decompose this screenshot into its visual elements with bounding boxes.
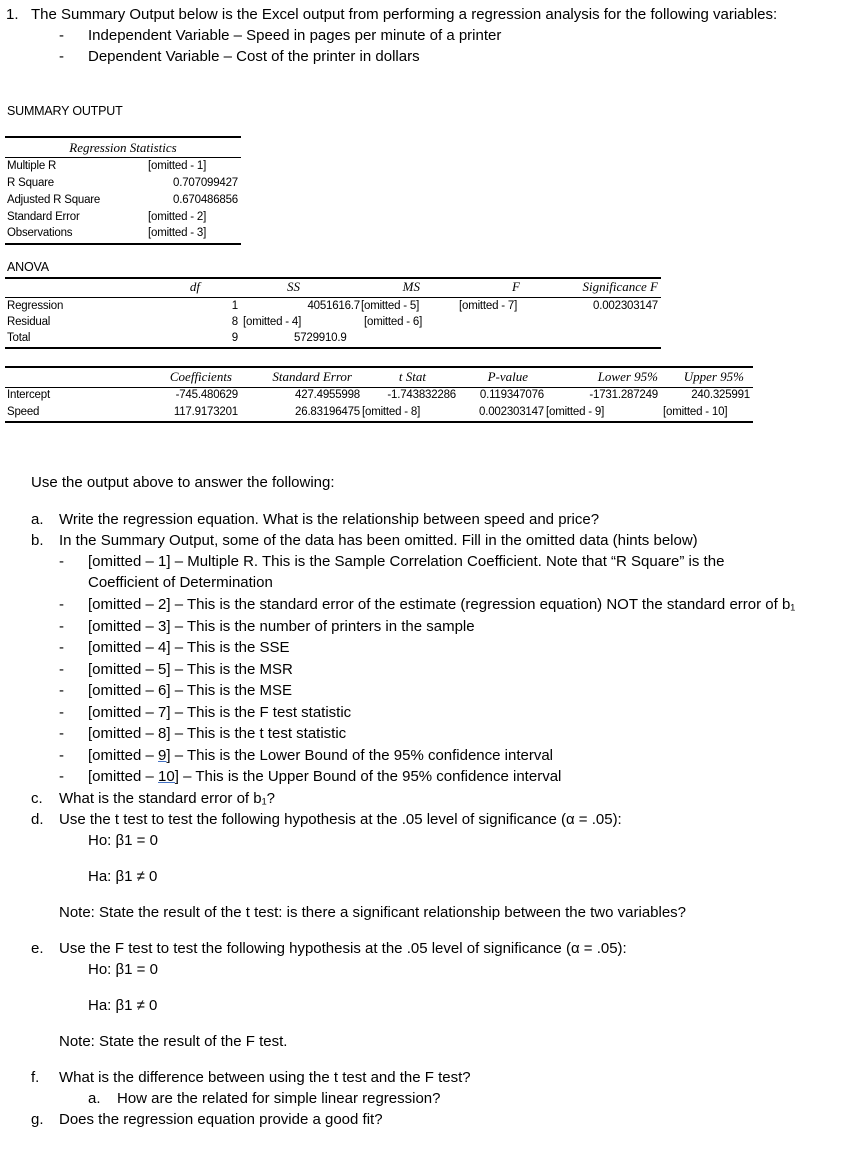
anova-ss: 4051616.7 bbox=[307, 300, 360, 312]
item-d-ha: Ha: β1 ≠ 0 bbox=[88, 868, 158, 885]
item-label: g. bbox=[31, 1111, 44, 1128]
question-text: The Summary Output below is the Excel output from performing a regression analysis for the following variables: bbox=[31, 6, 778, 23]
anova-header-sig: Significance F bbox=[582, 279, 658, 294]
bullet-dash: - bbox=[59, 618, 64, 635]
reg-label-adj-r-square: Adjusted R Square bbox=[7, 194, 101, 206]
bullet-dash: - bbox=[59, 596, 64, 613]
bullet-dash: - bbox=[59, 725, 64, 742]
anova-ms: [omitted - 5] bbox=[361, 300, 420, 312]
item-f-sub-text: How are the related for simple linear regression? bbox=[117, 1090, 441, 1107]
summary-title: SUMMARY OUTPUT bbox=[7, 104, 123, 118]
variable-dependent: Dependent Variable – Cost of the printer in dollars bbox=[88, 48, 420, 65]
hint-1: [omitted – 1] – Multiple R. This is the Sample Correlation Coefficient. Note that “R Square” is the bbox=[88, 553, 725, 570]
hint-8: [omitted – 8] – This is the t test statistic bbox=[88, 725, 347, 742]
item-label: a. bbox=[31, 511, 44, 528]
anova-ss: [omitted - 4] bbox=[243, 316, 302, 328]
item-g-text: Does the regression equation provide a good fit? bbox=[59, 1111, 383, 1128]
reg-value-r-square: 0.707099427 bbox=[173, 177, 238, 189]
reg-label-observations: Observations bbox=[7, 227, 73, 239]
hint-1-cont: Coefficient of Determination bbox=[88, 574, 273, 591]
hint-4: [omitted – 4] – This is the SSE bbox=[88, 639, 290, 656]
coef-row-label: Speed bbox=[7, 406, 40, 418]
bullet-dash: - bbox=[59, 682, 64, 699]
item-b-text: In the Summary Output, some of the data has been omitted. Fill in the omitted data (hints below) bbox=[59, 532, 698, 549]
anova-row-label: Regression bbox=[7, 300, 64, 312]
bullet-dash: - bbox=[59, 27, 64, 44]
item-label: b. bbox=[31, 532, 44, 549]
anova-sig: 0.002303147 bbox=[593, 300, 658, 312]
item-label: d. bbox=[31, 811, 44, 828]
item-e-ha: Ha: β1 ≠ 0 bbox=[88, 997, 158, 1014]
anova-header-f: F bbox=[512, 279, 520, 294]
anova-f: [omitted - 7] bbox=[459, 300, 518, 312]
hint-10: [omitted – 10] – This is the Upper Bound of the 95% confidence interval bbox=[88, 768, 562, 785]
anova-ms: [omitted - 6] bbox=[364, 316, 423, 328]
reg-label-std-error: Standard Error bbox=[7, 211, 80, 223]
instructions: Use the output above to answer the following: bbox=[31, 474, 335, 491]
anova-title: ANOVA bbox=[7, 260, 49, 274]
anova-df: 9 bbox=[231, 332, 238, 344]
coef-upper: 240.325991 bbox=[691, 389, 750, 401]
hint-6: [omitted – 6] – This is the MSE bbox=[88, 682, 292, 699]
hint-9: [omitted – 9] – This is the Lower Bound of the 95% confidence interval bbox=[88, 747, 554, 764]
bullet-dash: - bbox=[59, 768, 64, 785]
anova-header-ms: MS bbox=[402, 279, 420, 294]
item-e-h0: Ho: β1 = 0 bbox=[88, 961, 158, 978]
coef-header-p-value: P-value bbox=[487, 369, 528, 384]
item-e-note: Note: State the result of the F test. bbox=[59, 1033, 288, 1050]
bullet-dash: - bbox=[59, 639, 64, 656]
item-label: a. bbox=[88, 1090, 101, 1107]
reg-value-observations: [omitted - 3] bbox=[148, 227, 207, 239]
anova-row-label: Residual bbox=[7, 316, 51, 328]
question-number: 1. bbox=[6, 6, 19, 23]
coef-value: 117.9173201 bbox=[173, 406, 238, 418]
coef-t: [omitted - 8] bbox=[362, 406, 421, 418]
hint-7: [omitted – 7] – This is the F test statistic bbox=[88, 704, 352, 721]
coef-t: -1.743832286 bbox=[387, 389, 456, 401]
bullet-dash: - bbox=[59, 553, 64, 570]
coef-header-std-error: Standard Error bbox=[272, 369, 352, 384]
item-d-note: Note: State the result of the t test: is there a significant relationship between the two variables? bbox=[59, 904, 687, 921]
item-d-text: Use the t test to test the following hypothesis at the .05 level of significance (α = .05): bbox=[59, 811, 622, 828]
coef-header-upper: Upper 95% bbox=[683, 369, 744, 384]
anova-header-df: df bbox=[189, 279, 200, 294]
coef-lower: [omitted - 9] bbox=[546, 406, 605, 418]
reg-label-r-square: R Square bbox=[7, 177, 54, 189]
reg-value-multiple-r: [omitted - 1] bbox=[148, 160, 207, 172]
reg-value-adj-r-square: 0.670486856 bbox=[173, 194, 238, 206]
reg-stats-title: Regression Statistics bbox=[69, 140, 177, 155]
reg-label-multiple-r: Multiple R bbox=[7, 160, 57, 172]
hint-5: [omitted – 5] – This is the MSR bbox=[88, 661, 293, 678]
coef-value: -745.480629 bbox=[175, 389, 238, 401]
item-a-text: Write the regression equation. What is the relationship between speed and price? bbox=[59, 511, 600, 528]
anova-header-ss: SS bbox=[287, 279, 300, 294]
item-f-text: What is the difference between using the t test and the F test? bbox=[59, 1069, 471, 1086]
anova-df: 8 bbox=[231, 316, 238, 328]
bullet-dash: - bbox=[59, 747, 64, 764]
coef-p: 0.002303147 bbox=[479, 406, 544, 418]
item-label: c. bbox=[31, 790, 43, 807]
anova-df: 1 bbox=[231, 300, 238, 312]
coef-p: 0.119347076 bbox=[479, 389, 544, 401]
item-c-text: What is the standard error of b₁? bbox=[59, 790, 275, 807]
coef-row-label: Intercept bbox=[7, 389, 50, 401]
coef-se: 427.4955998 bbox=[295, 389, 360, 401]
bullet-dash: - bbox=[59, 704, 64, 721]
anova-row-label: Total bbox=[7, 332, 31, 344]
hint-3: [omitted – 3] – This is the number of printers in the sample bbox=[88, 618, 475, 635]
reg-value-std-error: [omitted - 2] bbox=[148, 211, 207, 223]
coef-upper: [omitted - 10] bbox=[663, 406, 728, 418]
bullet-dash: - bbox=[59, 48, 64, 65]
coef-header-t-stat: t Stat bbox=[398, 369, 426, 384]
coef-header-coefficients: Coefficients bbox=[169, 369, 232, 384]
item-label: e. bbox=[31, 940, 44, 957]
coef-se: 26.83196475 bbox=[295, 406, 360, 418]
bullet-dash: - bbox=[59, 661, 64, 678]
variable-independent: Independent Variable – Speed in pages per minute of a printer bbox=[88, 27, 502, 44]
item-e-text: Use the F test to test the following hypothesis at the .05 level of significance (α = .05): bbox=[59, 940, 627, 957]
item-d-h0: Ho: β1 = 0 bbox=[88, 832, 158, 849]
item-label: f. bbox=[31, 1069, 40, 1086]
anova-ss: 5729910.9 bbox=[294, 332, 347, 344]
coef-lower: -1731.287249 bbox=[589, 389, 658, 401]
coef-header-lower: Lower 95% bbox=[597, 369, 658, 384]
hint-2: [omitted – 2] – This is the standard error of the estimate (regression equation) NOT the standard error of b₁ bbox=[88, 596, 796, 613]
